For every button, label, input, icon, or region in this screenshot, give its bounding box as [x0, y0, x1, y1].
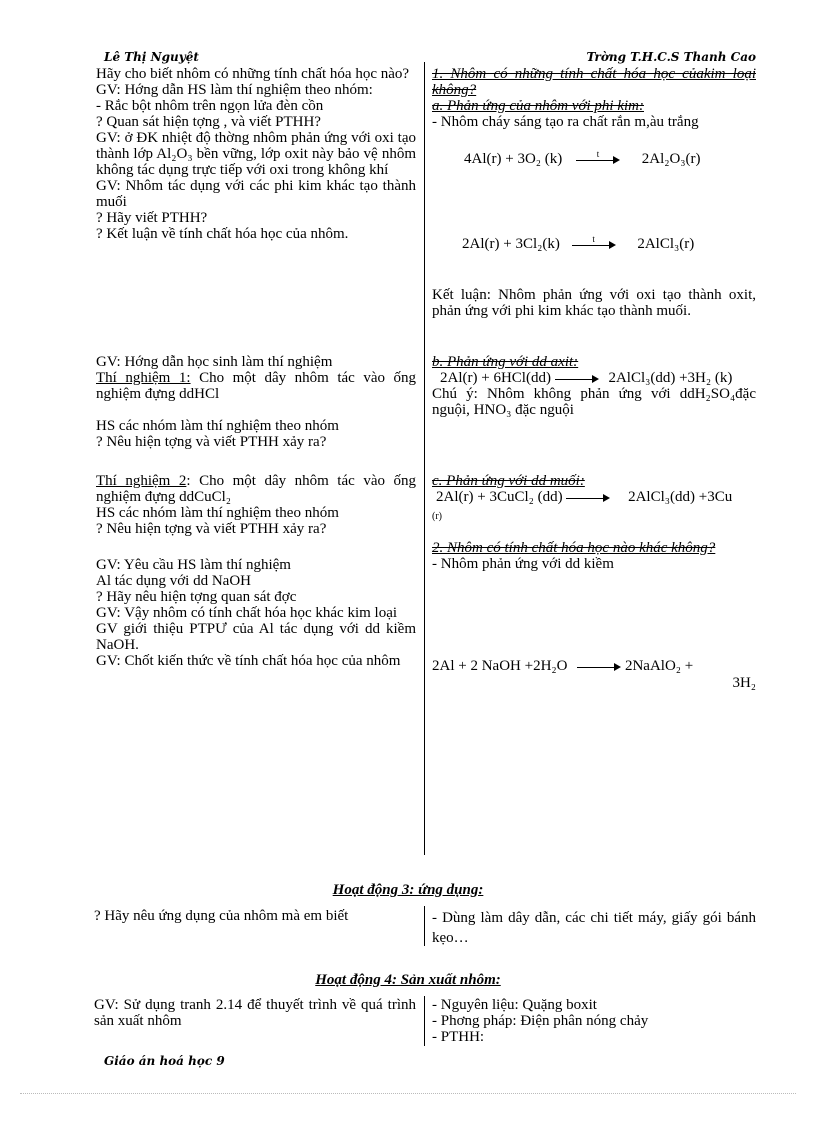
- eq4-tail: (r): [432, 511, 442, 522]
- right-line: - Phơng pháp: Điện phân nóng chảy: [432, 1013, 649, 1029]
- section-1-heading: 1. Nhôm có những tính chất hóa học củakim loại không?: [432, 66, 756, 98]
- eq5-right: 2NaAlO₂ +: [624, 658, 694, 674]
- eq3-left: 2Al(r) + 6HCl(dd): [440, 370, 551, 386]
- eq2-left: 2Al(r) + 3Cl₂(k): [462, 236, 560, 252]
- equation-1: [464, 148, 701, 167]
- left-line: ? Hãy viết PTHH?: [96, 210, 208, 226]
- column-divider: [424, 906, 425, 946]
- left-line: GV: Chốt kiến thức về tính chất hóa học của nhôm: [96, 653, 401, 669]
- experiment-2-label: Thí nghiệm 2: [96, 473, 187, 489]
- section-2-heading: 2. Nhôm có tính chất hóa học nào khác không?: [432, 540, 716, 556]
- left-line: - Rắc bột nhôm trên ngọn lửa đèn cồn: [96, 98, 324, 114]
- footer-text: Giáo án hoá học 9: [104, 1054, 225, 1068]
- header-school: Trờng T.H.C.S Thanh Cao: [586, 50, 756, 64]
- right-line: - Nguyên liệu: Quặng boxit: [432, 997, 597, 1013]
- left-line: GV: ở ĐK nhiệt độ thờng nhôm phản ứng với oxi tạo thành lớp Al₂O₃ bền vững, lớp oxit này bảo vệ nhôm không tác dụng trực tiếp với oxi trong không khí: [96, 130, 416, 178]
- arrow-icon: t: [572, 240, 616, 250]
- left-column: [96, 66, 416, 242]
- left-line: Al tác dụng với dd NaOH: [96, 573, 251, 589]
- left-line: HS các nhóm làm thí nghiệm theo nhóm: [96, 505, 339, 521]
- left-line: [96, 370, 416, 402]
- left-line: Hãy cho biết nhôm có những tính chất hóa học nào?: [96, 66, 410, 82]
- eq5-tail: 3H₂: [732, 675, 756, 691]
- left-line: ? Nêu hiện tợng và viết PTHH xảy ra?: [96, 434, 327, 450]
- hd4-left: GV: Sử dụng tranh 2.14 để thuyết trình về quá trình sản xuất nhôm: [94, 997, 416, 1029]
- left-line: GV: Hớng dẫn HS làm thí nghiệm theo nhóm:: [96, 82, 373, 98]
- left-line: ? Hãy nêu hiện tợng quan sát đợc: [96, 589, 297, 605]
- left-line: GV: Hớng dẫn học sinh làm thí nghiệm: [96, 354, 333, 370]
- right-line: - Nhôm phản ứng với dd kiềm: [432, 556, 614, 572]
- left-line: [96, 473, 416, 505]
- left-line: GV: Nhôm tác dụng với các phi kim khác tạo thành muối: [96, 178, 416, 210]
- column-divider: [424, 996, 425, 1046]
- experiment-1-label: Thí nghiệm 1:: [96, 370, 191, 386]
- experiment-2-text: : Cho một dây nhôm tác vào ống nghiệm đựng ddCuCl₂: [96, 473, 416, 505]
- equation-5: [432, 658, 693, 674]
- hd3-right: - Dùng làm dây dẫn, các chi tiết máy, giấy gói bánh kẹo…: [432, 910, 756, 946]
- arrow-icon: t: [576, 155, 620, 165]
- left-column-2: [96, 354, 416, 450]
- arrow-icon: [555, 374, 599, 384]
- equation-3: [440, 370, 732, 386]
- left-line: GV: Yêu cầu HS làm thí nghiệm: [96, 557, 291, 573]
- right-note: [432, 386, 756, 418]
- subsection-b-heading: b. Phản ứng với dd axit:: [432, 354, 579, 370]
- subsection-c-heading: c. Phản ứng với dd muối:: [432, 473, 585, 489]
- right-section-2: [432, 540, 756, 572]
- left-line: GV: Vậy nhôm có tính chất hóa học khác kim loại: [96, 605, 398, 621]
- eq4-left: 2Al(r) + 3CuCl₂ (dd): [436, 489, 563, 505]
- right-line: Chú ý: Nhôm không phản ứng với ddH₂SO₄đặc nguội, HNO₃ đặc nguội: [432, 386, 756, 418]
- eq1-left: 4Al(r) + 3O₂ (k): [464, 151, 563, 167]
- hd3-left: ? Hãy nêu ứng dụng của nhôm mà em biết: [94, 908, 349, 924]
- page-bottom-dotted-line: [20, 1093, 796, 1094]
- right-line: Kết luận: Nhôm phản ứng với oxi tạo thành oxit, phản ứng với phi kim khác tạo thành muối.: [432, 287, 756, 319]
- left-line: HS các nhóm làm thí nghiệm theo nhóm: [96, 418, 339, 434]
- equation-4: [436, 489, 732, 505]
- right-salt: [432, 473, 756, 489]
- left-line: GV giới thiệu PTPƯ của Al tác dụng với dd kiềm NaOH.: [96, 621, 416, 653]
- eq1-right: 2Al₂O₃(r): [641, 151, 701, 167]
- eq4-right: 2AlCl₃(dd) +3Cu: [628, 489, 733, 505]
- eq3-right: 2AlCl₃(dd) +3H₂ (k): [608, 370, 733, 386]
- right-line: - PTHH:: [432, 1029, 485, 1045]
- left-line: ? Quan sát hiện tợng , và viết PTHH?: [96, 114, 321, 130]
- experiment-1-text: Cho một dây nhôm tác vào ống nghiệm đựng ddHCl: [96, 370, 416, 402]
- hd4-right: [432, 997, 756, 1045]
- arrow-icon: [577, 662, 621, 672]
- right-column: [432, 66, 756, 130]
- right-conclusion: [432, 287, 756, 319]
- header-author: Lê Thị Nguyệt: [104, 50, 199, 64]
- column-divider: [424, 62, 425, 855]
- equation-2: [462, 233, 695, 252]
- section-title-hd4: Hoạt động 4: Sản xuất nhôm:: [315, 972, 501, 988]
- left-line: ? Kết luận về tính chất hóa học của nhôm.: [96, 226, 349, 242]
- eq5-left: 2Al + 2 NaOH +2H₂O: [432, 658, 568, 674]
- arrow-icon: [566, 493, 610, 503]
- right-acid: [432, 354, 756, 370]
- subsection-a-heading: a. Phản ứng của nhôm với phi kim:: [432, 98, 644, 114]
- left-column-4: [96, 557, 416, 669]
- section-title-hd3: Hoạt động 3: ứng dụng:: [332, 882, 484, 898]
- left-column-3: [96, 473, 416, 537]
- eq2-right: 2AlCl₃(r): [637, 236, 695, 252]
- left-line: ? Nêu hiện tợng và viết PTHH xảy ra?: [96, 521, 327, 537]
- right-line: - Nhôm cháy sáng tạo ra chất rắn m,àu trắng: [432, 114, 699, 130]
